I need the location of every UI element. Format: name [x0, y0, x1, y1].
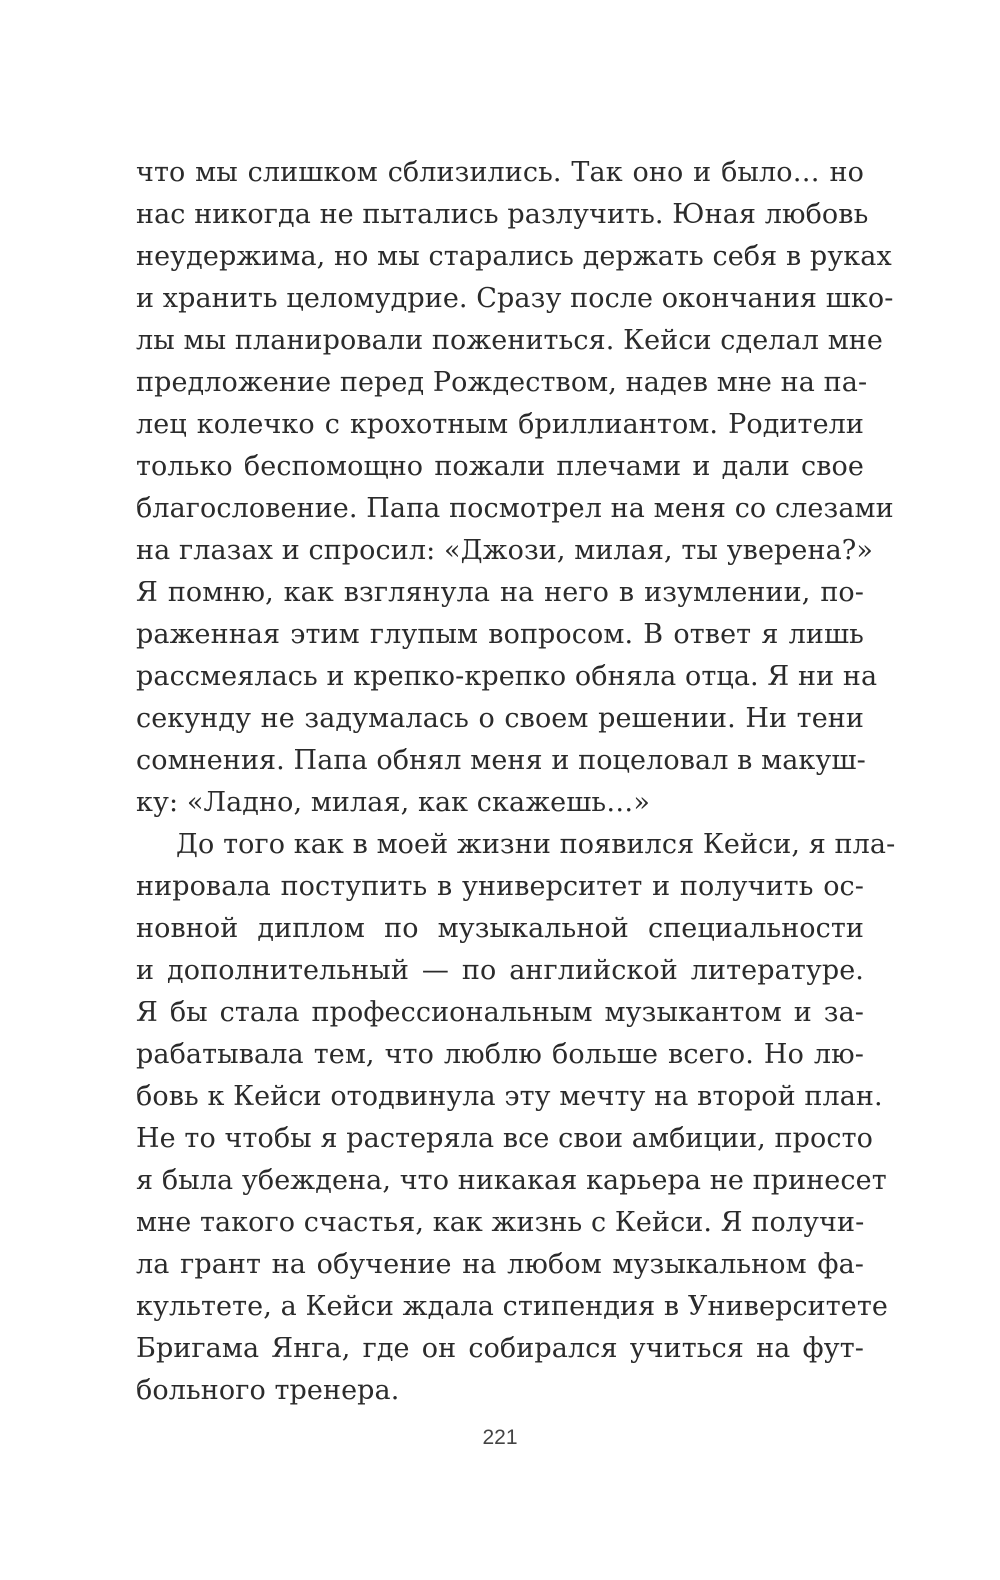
text-line: благословение. Папа посмотрел на меня со слезами — [136, 493, 894, 524]
text-line: что мы слишком сблизились. Так оно и было… но — [136, 157, 864, 188]
text-line: лы мы планировали пожениться. Кейси сделал мне — [136, 325, 883, 356]
text-line: только беспомощно пожали плечами и дали свое — [136, 451, 864, 482]
text-line: секунду не задумалась о своем решении. Ни тени — [136, 703, 864, 734]
text-line: и дополнительный — по английской литературе. — [136, 955, 864, 986]
text-line: бовь к Кейси отодвинула эту мечту на второй план. — [136, 1081, 883, 1112]
text-line: рабатывала тем, что люблю больше всего. Но лю- — [136, 1039, 864, 1070]
text-line: нировала поступить в университет и получить ос- — [136, 871, 864, 902]
text-line: сомнения. Папа обнял меня и поцеловал в макуш- — [136, 745, 866, 776]
text-line: До того как в моей жизни появился Кейси, я пла- — [176, 829, 896, 860]
text-line: Я бы стала профессиональным музыкантом и за- — [136, 997, 864, 1028]
text-line: новной диплом по музыкальной специальности — [136, 913, 864, 944]
text-line: ла грант на обучение на любом музыкальном фа- — [136, 1249, 864, 1280]
page-number: 221 — [482, 1426, 518, 1449]
text-line: на глазах и спросил: «Джози, милая, ты уверена?» — [136, 535, 874, 566]
text-line: рассмеялась и крепко-крепко обняла отца. Я ни на — [136, 661, 878, 692]
text-line: нас никогда не пытались разлучить. Юная любовь — [136, 199, 869, 230]
body-text — [136, 152, 896, 1412]
text-line: раженная этим глупым вопросом. В ответ я лишь — [136, 619, 864, 650]
text-line: предложение перед Рождеством, надев мне на па- — [136, 367, 868, 398]
text-line: ку: «Ладно, милая, как скажешь…» — [136, 787, 650, 818]
text-line: я была убеждена, что никакая карьера не принесет — [136, 1165, 887, 1196]
text-line: Бригама Янга, где он собирался учиться на фут- — [136, 1333, 864, 1364]
text-line: лец колечко с крохотным бриллиантом. Родители — [136, 409, 864, 440]
text-line: и хранить целомудрие. Сразу после окончания шко- — [136, 283, 894, 314]
text-line: Я помню, как взглянула на него в изумлении, по- — [136, 577, 864, 608]
paragraph-1 — [136, 152, 894, 824]
text-line: культете, а Кейси ждала стипендия в Университете — [136, 1291, 889, 1322]
paragraph-2 — [136, 824, 896, 1412]
text-line: Не то чтобы я растеряла все свои амбиции, просто — [136, 1123, 873, 1154]
text-line: больного тренера. — [136, 1375, 400, 1406]
text-line: мне такого счастья, как жизнь с Кейси. Я получи- — [136, 1207, 865, 1238]
text-line: неудержима, но мы старались держать себя в руках — [136, 241, 892, 272]
